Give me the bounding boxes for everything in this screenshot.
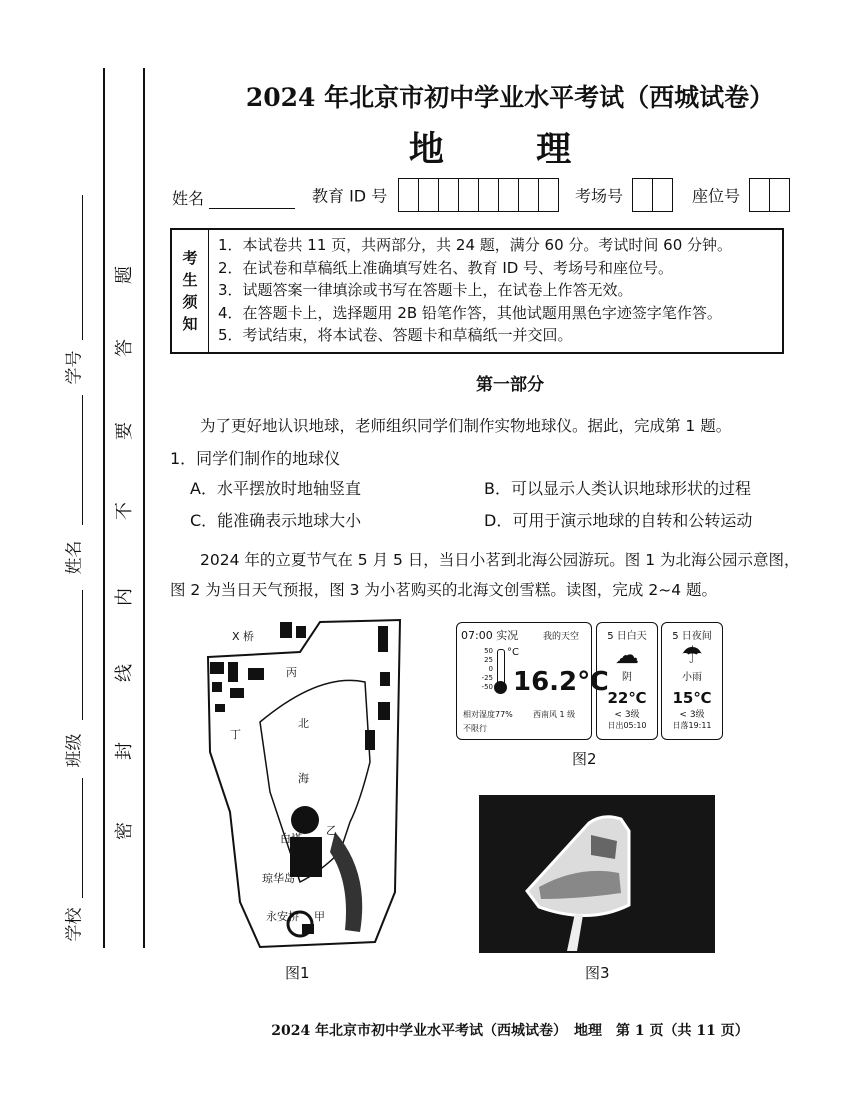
map-label-baita: 白塔 bbox=[280, 832, 302, 845]
map-label-jia: 甲 bbox=[314, 910, 325, 923]
fig1-caption: 图1 bbox=[285, 964, 310, 982]
intro-q2-line2: 图 2 为当日天气预报，图 3 为小茗购买的北海文创雪糕。读图，完成 2~4 题。 bbox=[170, 581, 717, 599]
no-limit: 不限行 bbox=[463, 724, 487, 733]
seal-char-5: 不 bbox=[114, 502, 135, 520]
weather-my-sky: 我的天空 bbox=[543, 632, 580, 642]
night-title: 5 日夜间 bbox=[672, 631, 712, 642]
seal-char-4: 内 bbox=[114, 588, 135, 606]
night-temp: 15℃ bbox=[672, 689, 712, 707]
day-condition: 阴 bbox=[622, 672, 632, 683]
seal-char-8: 题 bbox=[114, 266, 135, 284]
day-wind: < 3级 bbox=[614, 710, 640, 720]
room-field[interactable] bbox=[575, 178, 673, 212]
notice-item: 4．在答题卡上，选择题用 2B 铅笔作答，其他试题用黑色字迹签字笔作答。 bbox=[218, 303, 722, 322]
binding-inner-line bbox=[143, 68, 145, 948]
intro-q2-line1: 2024 年的立夏节气在 5 月 5 日，当日小茗到北海公园游玩。图 1 为北海公园示意图， bbox=[200, 551, 800, 569]
map-label-bei: 北 bbox=[298, 717, 309, 730]
seat-label: 座位号 bbox=[692, 186, 741, 206]
notice-item: 5．考试结束，将本试卷、答题卡和草稿纸一并交回。 bbox=[218, 326, 573, 345]
room-boxes[interactable] bbox=[632, 178, 673, 212]
seat-field[interactable] bbox=[692, 178, 790, 212]
name-field-label: 姓名 bbox=[172, 189, 205, 208]
q1-stem: 1．同学们制作的地球仪 bbox=[170, 449, 341, 468]
map-label-hai: 海 bbox=[298, 772, 309, 785]
seal-char-7: 答 bbox=[114, 339, 135, 357]
name-side-label: 姓名 bbox=[64, 540, 85, 575]
scale-tick: -25 bbox=[481, 674, 493, 682]
subject-title: 地 理 bbox=[408, 129, 612, 170]
rain-cloud-icon: ☂ bbox=[681, 641, 703, 669]
school-label: 学校 bbox=[64, 907, 85, 942]
seat-boxes[interactable] bbox=[749, 178, 790, 212]
name-field-blank[interactable] bbox=[209, 208, 295, 209]
notice-side-char: 须 bbox=[182, 293, 198, 311]
cloud-icon: ☁ bbox=[615, 641, 639, 669]
thermometer-scale bbox=[471, 647, 493, 692]
map-label-x-bridge: X 桥 bbox=[232, 630, 255, 643]
weather-now-card bbox=[456, 622, 609, 740]
q1-option-b[interactable]: B．可以显示人类认识地球形状的过程 bbox=[484, 479, 751, 498]
beihai-ice-cream-photo bbox=[479, 795, 715, 953]
q1-option-a[interactable]: A．水平摆放时地轴竖直 bbox=[190, 479, 361, 498]
map-label-ding: 丁 bbox=[230, 728, 241, 741]
exam-title: 2024 年北京市初中学业水平考试（西城试卷） bbox=[245, 83, 775, 112]
seal-char-1: 密 bbox=[114, 822, 135, 840]
thermometer-bulb-icon bbox=[494, 681, 507, 694]
binding-outer-line bbox=[103, 68, 105, 948]
edu-id-label: 教育 ID 号 bbox=[312, 186, 388, 206]
page-footer: 2024 年北京市初中学业水平考试（西城试卷） 地理 第 1 页（共 11 页） bbox=[271, 1023, 749, 1039]
fig3-caption: 图3 bbox=[585, 964, 610, 982]
notice-item: 3．试题答案一律填涂或书写在答题卡上，在试卷上作答无效。 bbox=[218, 281, 633, 300]
name-field[interactable] bbox=[172, 186, 295, 209]
scale-tick: 25 bbox=[484, 656, 493, 664]
day-temp: 22℃ bbox=[607, 689, 647, 707]
notice-item: 2．在试卷和草稿纸上准确填写姓名、教育 ID 号、考场号和座位号。 bbox=[218, 258, 674, 277]
night-condition: 小雨 bbox=[682, 672, 702, 683]
wind: 西南风 1 级 bbox=[533, 710, 576, 719]
notice-side-char: 知 bbox=[182, 315, 198, 333]
edu-id-boxes[interactable] bbox=[398, 178, 559, 212]
day-title: 5 日白天 bbox=[607, 631, 647, 642]
seal-char-2: 封 bbox=[114, 742, 135, 760]
notice-list bbox=[218, 234, 732, 347]
q1-option-c[interactable]: C．能准确表示地球大小 bbox=[190, 511, 362, 530]
thermometer-unit: °C bbox=[507, 647, 519, 658]
student-id-blank bbox=[82, 195, 83, 340]
seal-char-6: 要 bbox=[114, 422, 135, 440]
school-blank bbox=[82, 778, 83, 898]
scale-tick: -50 bbox=[481, 683, 493, 691]
candidate-notice bbox=[170, 228, 784, 354]
class-blank bbox=[82, 590, 83, 720]
map-label-bing: 丙 bbox=[286, 666, 297, 679]
seal-char-3: 线 bbox=[114, 664, 135, 682]
notice-side-title bbox=[172, 230, 209, 352]
map-label-qionghuadao: 琼华岛 bbox=[262, 872, 295, 885]
scale-tick: 0 bbox=[488, 665, 493, 673]
name-blank bbox=[82, 395, 83, 525]
fig2-caption: 图2 bbox=[572, 750, 597, 768]
notice-item: 1．本试卷共 11 页，共两部分，共 24 题，满分 60 分。考试时间 60 分钟。 bbox=[218, 236, 733, 254]
humidity: 相对湿度77% bbox=[463, 710, 513, 719]
scale-tick: 50 bbox=[484, 647, 493, 655]
map-label-yi: 乙 bbox=[326, 824, 337, 837]
notice-side-char: 考 bbox=[182, 249, 198, 267]
part-title: 第一部分 bbox=[476, 375, 544, 395]
intro-q1: 为了更好地认识地球，老师组织同学们制作实物地球仪。据此，完成第 1 题。 bbox=[200, 417, 732, 435]
night-wind: < 3级 bbox=[679, 710, 705, 720]
weather-day-card bbox=[596, 622, 658, 740]
class-label: 班级 bbox=[64, 733, 85, 768]
beihai-park-map bbox=[200, 612, 410, 957]
student-id-label: 学号 bbox=[64, 350, 85, 385]
sunrise: 日出05:10 bbox=[607, 721, 647, 730]
notice-side-char: 生 bbox=[182, 271, 198, 289]
weather-now-label: 07:00 实况 bbox=[461, 629, 519, 642]
room-label: 考场号 bbox=[575, 186, 624, 206]
weather-night-card bbox=[661, 622, 723, 740]
current-temperature: 16.2℃ bbox=[513, 667, 609, 697]
edu-id-field[interactable] bbox=[312, 178, 559, 212]
q1-option-d[interactable]: D．可用于演示地球的自转和公转运动 bbox=[484, 511, 753, 530]
map-label-yonganqiao: 永安桥 bbox=[266, 910, 299, 923]
sunset: 日落19:11 bbox=[672, 721, 712, 730]
